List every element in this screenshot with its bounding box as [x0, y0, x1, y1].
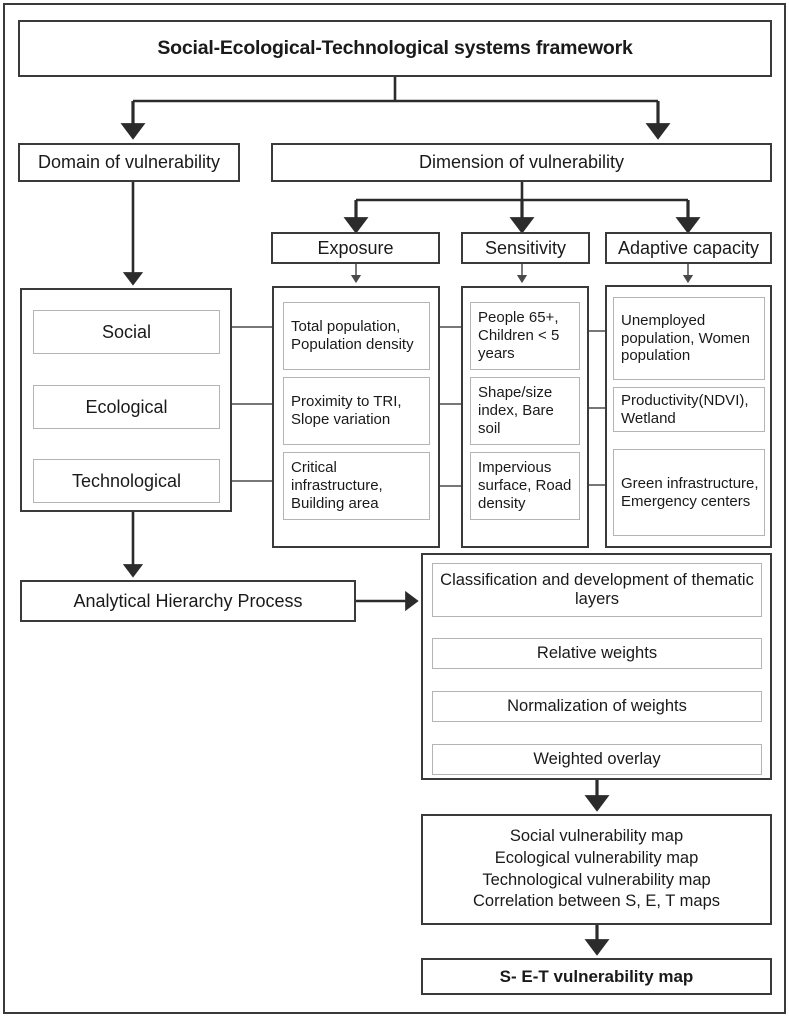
exposure-indicator-3: Critical infrastructure, Building area: [283, 452, 430, 520]
adaptive-indicator-3: Green infrastructure, Emergency centers: [613, 449, 765, 536]
ahp-box: Analytical Hierarchy Process: [20, 580, 356, 622]
ahp-step-1: Classification and development of thematic layers: [432, 563, 762, 617]
exposure-indicator-1: Total population, Population density: [283, 302, 430, 370]
final-map-box: S- E-T vulnerability map: [421, 958, 772, 995]
ahp-step-4: Weighted overlay: [432, 744, 762, 775]
sensitivity-indicator-3: Impervious surface, Road density: [470, 452, 580, 520]
domain-of-vulnerability-box: Domain of vulnerability: [18, 143, 240, 182]
adaptive-indicator-1: Unemployed population, Women population: [613, 297, 765, 380]
page-title: Social-Ecological-Technological systems framework: [18, 20, 772, 77]
domain-ecological: Ecological: [33, 385, 220, 429]
sensitivity-indicator-2: Shape/size index, Bare soil: [470, 377, 580, 445]
dimension-exposure: Exposure: [271, 232, 440, 264]
sensitivity-indicator-1: People 65+, Children < 5 years: [470, 302, 580, 370]
ahp-step-2: Relative weights: [432, 638, 762, 669]
vulnerability-maps-box: Social vulnerability map Ecological vulnerability map Technological vulnerability map Correlation between S, E, T maps: [421, 814, 772, 925]
domain-social: Social: [33, 310, 220, 354]
dimension-adaptive-capacity: Adaptive capacity: [605, 232, 772, 264]
ahp-step-3: Normalization of weights: [432, 691, 762, 722]
domain-technological: Technological: [33, 459, 220, 503]
dimension-of-vulnerability-box: Dimension of vulnerability: [271, 143, 772, 182]
adaptive-indicator-2: Productivity(NDVI), Wetland: [613, 387, 765, 432]
exposure-indicator-2: Proximity to TRI, Slope variation: [283, 377, 430, 445]
dimension-sensitivity: Sensitivity: [461, 232, 590, 264]
